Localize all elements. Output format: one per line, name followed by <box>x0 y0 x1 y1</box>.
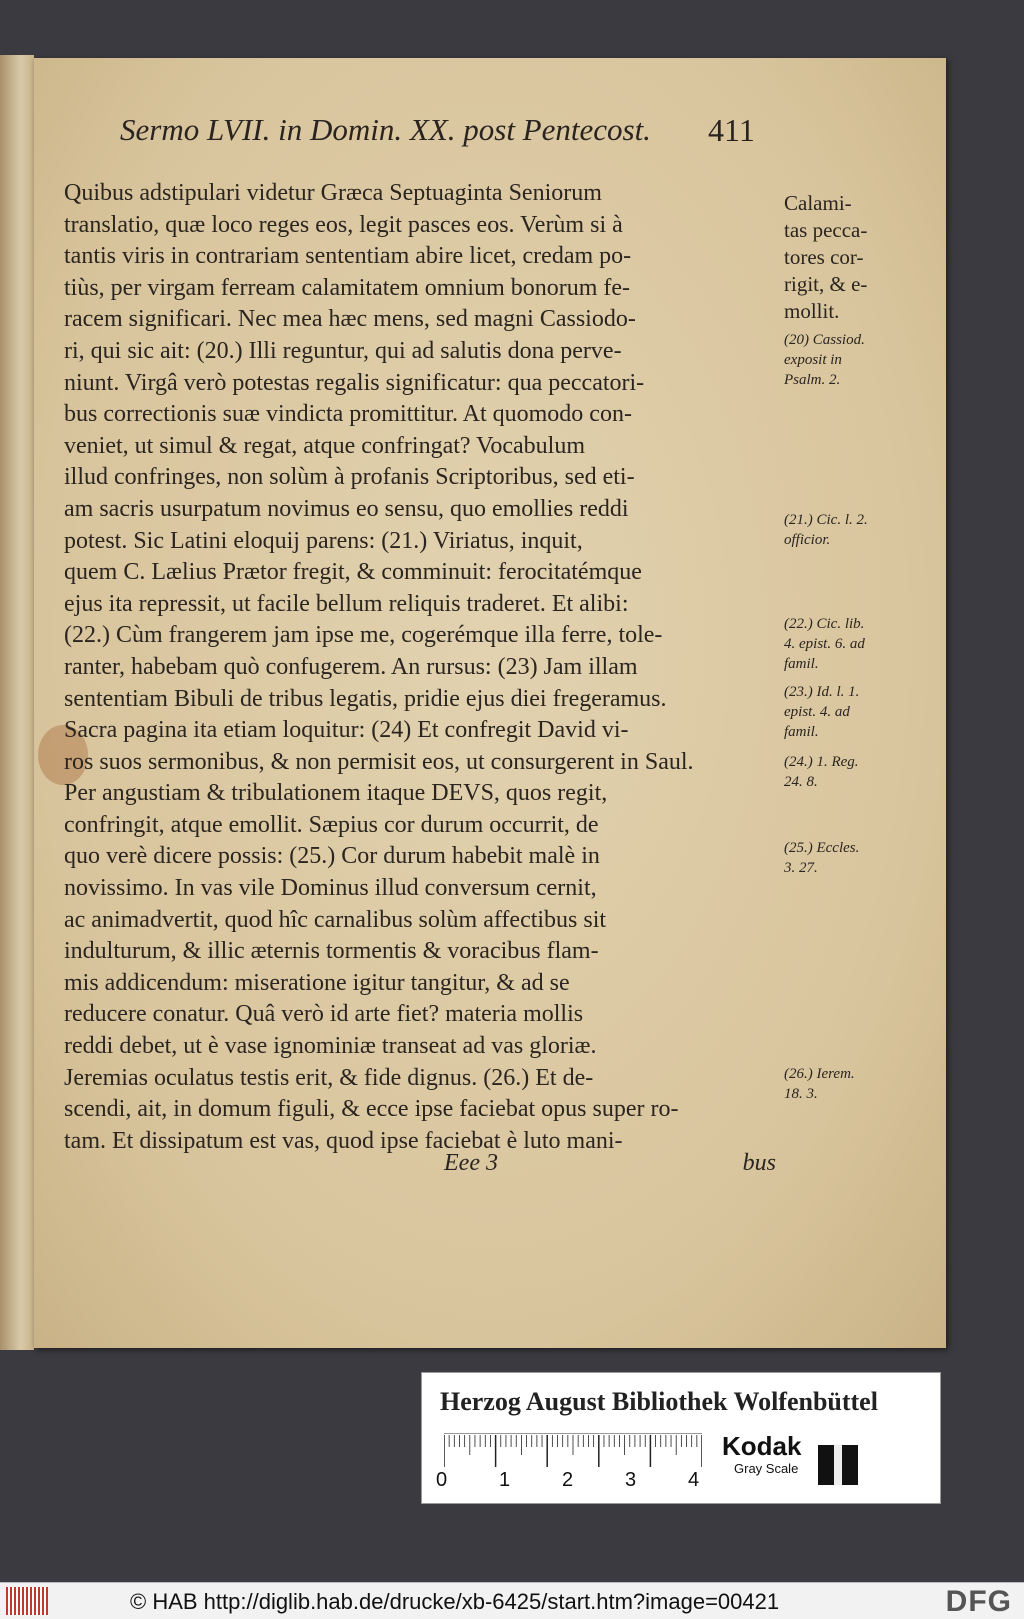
text-line: tantis viris in contrariam sententiam abire licet, credam po- <box>64 243 632 270</box>
text-line: reducere conatur. Quâ verò id arte fiet? materia mollis <box>64 1001 584 1028</box>
margin-note <box>784 330 894 390</box>
text-line: indulturum, & illic æternis tormentis & voracibus flam- <box>64 938 599 965</box>
page-number: 411 <box>708 112 755 148</box>
text-line: am sacris usurpatum novimus eo sensu, quo emollies reddi <box>64 495 629 522</box>
text-line: Quibus adstipulari videtur Græca Septuaginta Seniorum <box>64 180 602 206</box>
scale-number: 2 <box>562 1469 574 1491</box>
text-line: quo verè dicere possis: (25.) Cor durum habebit malè in <box>64 843 600 870</box>
text-line: Jeremias oculatus testis erit, & fide dignus. (26.) Et de- <box>64 1064 594 1091</box>
margin-note <box>784 510 894 550</box>
text-line: translatio, quæ loco reges eos, legit pasces eos. Verùm si à <box>64 211 623 238</box>
text-line: ejus ita repressit, ut facile bellum reliquis traderet. Et alibi: <box>64 590 629 617</box>
gray-scale-patch <box>818 1445 858 1485</box>
scale-number: 1 <box>499 1469 511 1491</box>
margin-note-line: exposit in <box>784 352 842 368</box>
text-line: Sacra pagina ita etiam loquitur: (24) Et confregit David vi- <box>64 717 629 744</box>
margin-note-line: tas pecca- <box>784 218 868 242</box>
text-line: novissimo. In vas vile Dominus illud conversum cernit, <box>64 875 597 902</box>
margin-note <box>784 838 894 878</box>
catchline <box>64 1150 776 1182</box>
margin-note-line: 3. 27. <box>784 860 818 876</box>
text-line: potest. Sic Latini eloquij parens: (21.) Viriatus, inquit, <box>64 527 583 554</box>
scale-number: 3 <box>625 1469 637 1491</box>
library-name: Herzog August Bibliothek Wolfenbüttel <box>440 1387 878 1416</box>
margin-note-line: 4. epist. 6. ad <box>784 636 865 652</box>
scale-number: 4 <box>688 1469 700 1491</box>
text-line: tam. Et dissipatum est vas, quod ipse faciebat è luto mani- <box>64 1127 623 1154</box>
margin-note-line: Calami- <box>784 191 852 215</box>
margin-note <box>784 682 894 742</box>
margin-note-line: epist. 4. ad <box>784 704 850 720</box>
kodak-logo: Kodak <box>722 1431 802 1461</box>
margin-note-line: famil. <box>784 656 819 672</box>
margin-note-line: officior. <box>784 532 831 548</box>
text-line: quem C. Lælius Prætor fregit, & comminuit: ferocitatémque <box>64 559 642 586</box>
text-line: veniet, ut simul & regat, atque confringat? Vocabulum <box>64 432 585 459</box>
text-line: ac animadvertit, quod hîc carnalibus solùm affectibus sit <box>64 906 607 933</box>
margin-note <box>784 190 894 325</box>
text-line: sententiam Bibuli de tribus legatis, pridie ejus diei fregeramus. <box>64 685 667 712</box>
margin-note <box>784 614 894 674</box>
text-line: niunt. Virgâ verò potestas regalis significatur: qua peccatori- <box>64 369 645 396</box>
margin-note-line: (23.) Id. l. 1. <box>784 684 860 700</box>
text-line: reddi debet, ut è vase ignominiæ transeat ad vas gloriæ. <box>64 1033 597 1060</box>
previous-page-edge <box>0 55 34 1350</box>
margin-note-line: (26.) Ierem. <box>784 1066 855 1082</box>
margin-note-line: (24.) 1. Reg. <box>784 754 859 770</box>
gray-scale-label: Gray Scale <box>734 1461 799 1476</box>
scale-number: 0 <box>436 1469 448 1491</box>
margin-note-line: (20) Cassiod. <box>784 332 865 348</box>
scale-ruler <box>444 1433 702 1467</box>
margin-note <box>784 1064 894 1104</box>
margin-note-line: (22.) Cic. lib. <box>784 616 865 632</box>
text-line: illud confringes, non solùm à profanis Scriptoribus, sed eti- <box>64 464 635 491</box>
margin-note-line: famil. <box>784 724 819 740</box>
text-line: Per angustiam & tribulationem itaque DEVS, quos regit, <box>64 780 608 807</box>
margin-note-line: rigit, & e- <box>784 272 868 296</box>
margin-note <box>784 752 894 792</box>
text-line: ros suos sermonibus, & non permisit eos, ut consurgerent in Saul. <box>64 748 694 775</box>
text-line: scendi, ait, in domum figuli, & ecce ipse faciebat opus super ro- <box>64 1096 679 1123</box>
text-line: mis addicendum: miseratione igitur tangitur, & ad se <box>64 969 570 996</box>
barcode-icon <box>6 1587 48 1615</box>
library-color-card <box>421 1372 941 1504</box>
margin-note-line: (21.) Cic. l. 2. <box>784 512 868 528</box>
text-line: bus correctionis suæ vindicta promittitur. At quomodo con- <box>64 401 632 428</box>
margin-note-line: tores cor- <box>784 245 864 269</box>
footer-bar <box>0 1582 1024 1619</box>
margin-note-line: (25.) Eccles. <box>784 840 860 856</box>
body-text <box>64 178 774 1157</box>
margin-note-line: Psalm. 2. <box>784 372 841 388</box>
dfg-logo: DFG <box>945 1585 1012 1618</box>
text-line: ranter, habebam quò confugerem. An rursus: (23) Jam illam <box>64 653 638 680</box>
margin-note-line: 24. 8. <box>784 774 818 790</box>
scale-numbers <box>436 1469 716 1495</box>
running-title: Sermo LVII. in Domin. XX. post Pentecost. <box>120 112 651 147</box>
text-line: (22.) Cùm frangerem jam ipse me, cogerémque illa ferre, tole- <box>64 622 663 649</box>
text-line: tiùs, per virgam ferream calamitatem omnium bonorum fe- <box>64 274 631 301</box>
text-line: ri, qui sic ait: (20.) Illi reguntur, qui ad salutis dona perve- <box>64 337 622 364</box>
margin-note-line: 18. 3. <box>784 1086 818 1102</box>
catchword: bus <box>742 1150 776 1176</box>
signature-mark: Eee 3 <box>444 1150 498 1176</box>
text-line: confringit, atque emollit. Sæpius cor durum occurrit, de <box>64 811 599 838</box>
text-line: racem significari. Nec mea hæc mens, sed magni Cassiodo- <box>64 306 636 333</box>
margin-note-line: mollit. <box>784 299 840 323</box>
footer-link[interactable]: © HAB http://diglib.hab.de/drucke/xb-6425/start.htm?image=00421 <box>130 1589 780 1614</box>
